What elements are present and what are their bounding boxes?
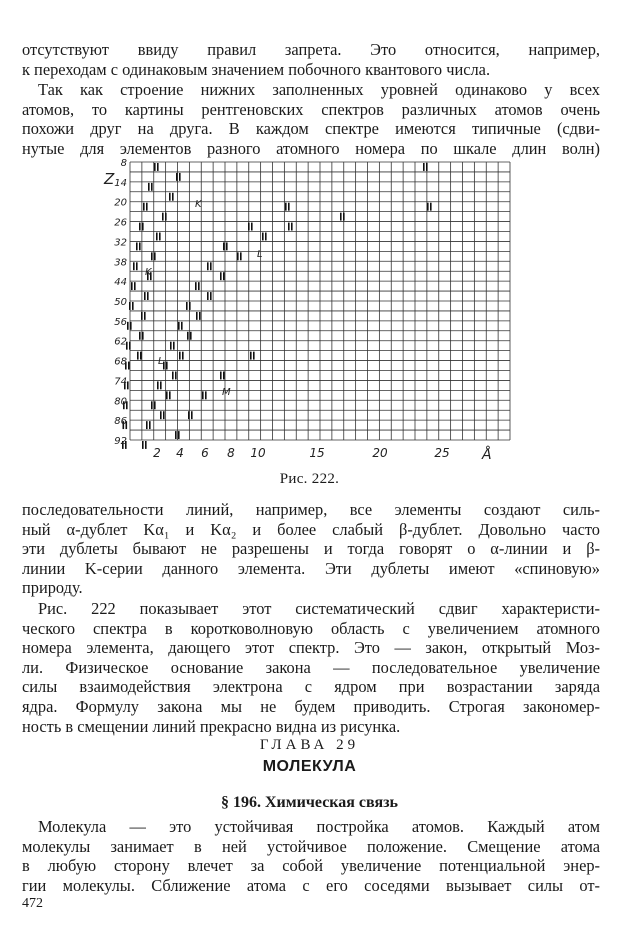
z-tick-label: 68 [114, 356, 127, 368]
l-line-mark [196, 312, 198, 320]
text-line: ческого спектра в коротковолновую область с увеличением атомного [22, 618, 600, 638]
l-line-mark [166, 391, 168, 399]
k-line-mark [139, 332, 141, 340]
l-line-mark [251, 223, 253, 231]
text-line: отсутствуют ввиду правил запрета. Это относится, например, [22, 40, 600, 59]
k-line-mark [140, 352, 142, 360]
k-line-mark [154, 163, 156, 171]
z-tick-label: 32 [114, 237, 127, 249]
x-unit-label: Å [482, 447, 492, 463]
x-tick-label: 8 [227, 446, 235, 460]
text-line: гии молекулы. Сближение атома с его соседями вызывает силы от- [22, 875, 600, 895]
l-line-mark [195, 282, 197, 290]
k-line-mark [179, 173, 181, 181]
l-line-mark [173, 342, 175, 350]
l-line-mark [207, 262, 209, 270]
l-line-mark [220, 272, 222, 280]
k-line-mark [154, 252, 156, 260]
l-line-mark [169, 391, 171, 399]
k-line-mark [169, 193, 171, 201]
l-line-mark [182, 352, 184, 360]
z-tick-label: 56 [114, 316, 127, 328]
l-line-mark [160, 381, 162, 389]
x-tick-label: 2 [153, 446, 161, 460]
l-line-mark [248, 223, 250, 231]
text-line: похожи друг на друга. В каждом спектре имеются типичные (сдви- [22, 119, 600, 139]
l-line-mark [430, 203, 432, 211]
l-line-mark [426, 163, 428, 171]
k-line-mark [129, 342, 131, 350]
z-tick-label: 26 [114, 217, 127, 229]
text-line: молекулы занимает в ней устойчивое положение. Смещение атома [22, 836, 600, 856]
z-tick-label: 86 [114, 416, 127, 428]
l-line-mark [223, 272, 225, 280]
text-line: к переходам с одинаковым значением побочного квантового числа. [22, 59, 491, 79]
text-line: Молекула — это устойчивая постройка атомов. Каждый атом [38, 817, 600, 836]
l-line-mark [291, 223, 293, 231]
m-line-mark [253, 352, 255, 360]
z-tick-label: 92 [114, 436, 127, 447]
paragraph-molecule [22, 817, 600, 895]
l-line-mark [178, 322, 180, 330]
k-line-mark [127, 381, 129, 389]
k-line-mark [141, 312, 143, 320]
l-line-mark [163, 411, 165, 419]
text-line: силы взаимодействия электрона с ядром при возрастании заряда [22, 677, 600, 697]
k-line-mark [144, 292, 146, 300]
x-tick-label: 6 [201, 446, 209, 460]
m-line-mark [223, 372, 225, 380]
k-line-mark [129, 302, 131, 310]
text-line: Рис. 222 показывает этот систематический сдвиг характеристи- [38, 599, 600, 618]
l-line-mark [207, 292, 209, 300]
k-line-mark [139, 223, 141, 231]
l-line-mark [343, 213, 345, 221]
text-line: нутые для элементов разного атомного номера по шкале длин волн) [22, 138, 600, 158]
text-line: линии K-серии данного элемента. Эти дублеты имеют «спиновую» [22, 558, 600, 578]
z-tick-label: 62 [114, 336, 127, 348]
l-line-mark [175, 372, 177, 380]
k-line-mark [156, 233, 158, 241]
text-line: в любую сторону влечет за собой увеличение потенциальной энер- [22, 856, 600, 876]
text-line: номера элемента, дающего этот спектр. Это — закон, открытый Моз- [22, 638, 600, 658]
z-tick-labels [114, 158, 127, 447]
k-line-mark [148, 183, 150, 191]
series-label-k-bottom: K [145, 267, 152, 278]
k-line-mark [132, 302, 134, 310]
l-line-mark [151, 401, 153, 409]
x-tick-labels [153, 446, 449, 460]
series-label-m: M [222, 387, 231, 398]
k-line-mark [134, 282, 136, 290]
page-number: 472 [22, 896, 43, 911]
l-line-mark [223, 242, 225, 250]
k-line-mark [151, 183, 153, 191]
l-line-mark [265, 233, 267, 241]
paragraph-top [22, 40, 600, 79]
k-line-mark [130, 322, 132, 330]
l-line-mark [166, 362, 168, 370]
m-line-mark [202, 391, 204, 399]
text-line: ный α-дублет Kα₁ и Kα₂ и более слабый β-дублет. Довольно часто [22, 519, 600, 539]
l-line-mark [240, 252, 242, 260]
k-line-mark [165, 213, 167, 221]
l-line-mark [190, 332, 192, 340]
chapter-title: МОЛЕКУЛА [262, 758, 357, 775]
paragraph-intro [22, 80, 600, 158]
l-line-mark [226, 242, 228, 250]
k-line-mark [146, 203, 148, 211]
l-line-mark [210, 292, 212, 300]
k-line-mark [139, 242, 141, 250]
l-line-mark [237, 252, 239, 260]
text-line: эти дублеты бывают не разрешены и тогда говорят о α-линии и β- [22, 539, 600, 559]
figure-caption: Рис. 222. [279, 471, 340, 487]
x-tick-label: 10 [250, 446, 266, 460]
l-line-mark [340, 213, 342, 221]
k-line-mark [137, 352, 139, 360]
l-line-mark [285, 203, 287, 211]
text-line: ли. Физическое основание закона — последовательное увеличение [22, 657, 600, 677]
m-line-mark [178, 431, 180, 439]
m-line-mark [250, 352, 252, 360]
m-line-mark [205, 391, 207, 399]
series-label-l-bottom: L [158, 356, 164, 367]
x-tick-label: 25 [434, 446, 450, 460]
k-line-mark [128, 362, 130, 370]
l-line-mark [157, 381, 159, 389]
k-line-mark [133, 262, 135, 270]
k-line-mark [131, 282, 133, 290]
k-line-mark [162, 213, 164, 221]
k-line-mark [172, 193, 174, 201]
l-line-mark [210, 262, 212, 270]
text-line: ядра. Формулу закона мы не будем приводить. Строгая закономер- [22, 696, 600, 716]
l-line-mark [172, 372, 174, 380]
l-line-mark [423, 163, 425, 171]
l-line-mark [198, 282, 200, 290]
l-line-mark [149, 421, 151, 429]
k-line-mark [151, 252, 153, 260]
k-line-mark [159, 233, 161, 241]
z-axis-label: Z [104, 170, 115, 188]
text-line: природу. [22, 578, 83, 598]
l-line-mark [186, 302, 188, 310]
l-line-mark [262, 233, 264, 241]
m-line-mark [191, 411, 193, 419]
z-tick-label: 44 [114, 277, 127, 289]
z-tick-label: 20 [114, 197, 127, 209]
diagram-grid [130, 162, 510, 440]
z-tick-label: 38 [114, 257, 127, 269]
k-line-mark [142, 223, 144, 231]
x-tick-label: 4 [176, 446, 184, 460]
l-line-mark [145, 441, 147, 449]
series-label-k-top: K [195, 199, 202, 210]
l-line-mark [189, 302, 191, 310]
k-line-mark [147, 292, 149, 300]
m-line-mark [220, 372, 222, 380]
k-line-mark [142, 332, 144, 340]
k-line-mark [157, 163, 159, 171]
paragraph-moseley [22, 599, 600, 736]
k-line-mark [176, 173, 178, 181]
k-line-mark [143, 203, 145, 211]
m-line-mark [188, 411, 190, 419]
l-line-mark [199, 312, 201, 320]
chapter-number: ГЛАВА 29 [259, 737, 360, 753]
k-line-mark [136, 262, 138, 270]
x-tick-label: 15 [309, 446, 325, 460]
z-tick-label: 80 [114, 396, 127, 408]
text-line: атомов, то картины рентгеновских спектров различных атомов очень [22, 99, 600, 119]
l-line-mark [170, 342, 172, 350]
text-line: ность в смещении линий прекрасно видна из рисунка. [22, 716, 401, 736]
l-line-mark [146, 421, 148, 429]
z-tick-label: 8 [120, 158, 127, 169]
text-line: последовательности линий, например, все элементы создают силь- [22, 500, 600, 519]
l-line-mark [427, 203, 429, 211]
z-tick-label: 74 [114, 376, 127, 388]
series-label-l-top: L [257, 249, 263, 260]
k-line-mark [127, 322, 129, 330]
m-line-mark [175, 431, 177, 439]
paragraph-doublets [22, 500, 600, 598]
x-tick-label: 20 [372, 446, 388, 460]
l-line-mark [154, 401, 156, 409]
z-tick-label: 50 [114, 297, 127, 308]
section-title: § 196. Химическая связь [220, 794, 399, 811]
text-line: Так как строение нижних заполненных уровней одинаково у всех [38, 80, 600, 99]
l-line-mark [187, 332, 189, 340]
l-line-mark [288, 223, 290, 231]
k-line-mark [144, 312, 146, 320]
z-tick-label: 14 [114, 177, 127, 189]
l-line-mark [181, 322, 183, 330]
k-line-mark [136, 242, 138, 250]
l-line-mark [179, 352, 181, 360]
spectral-lines [122, 163, 432, 449]
moseley-diagram [100, 150, 520, 465]
l-line-mark [160, 411, 162, 419]
l-line-mark [142, 441, 144, 449]
l-line-mark [288, 203, 290, 211]
